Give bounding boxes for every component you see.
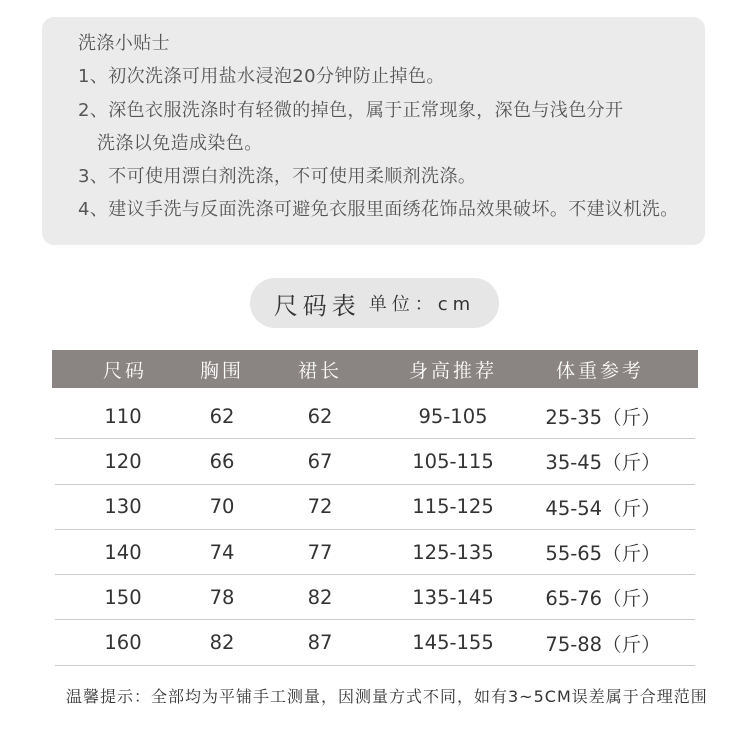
table-row [55,620,695,665]
tip-line-3: 3、不可使用漂白剂洗涤，不可使用柔顺剂洗涤。 [78,166,477,188]
cell-weight: 65-76（斤） [545,587,661,611]
table-row [55,439,695,484]
cell-chest: 78 [209,585,235,609]
tip-line-2: 2、深色衣服洗涤时有轻微的掉色，属于正常现象，深色与浅色分开 [78,99,624,121]
size-table-body [55,394,695,666]
cell-chest: 74 [209,540,235,564]
cell-height: 105-115 [412,449,494,473]
header-weight-reference: 体重参考 [555,359,644,382]
header-skirt-length: 裙长 [297,359,342,382]
cell-weight: 75-88（斤） [545,632,661,656]
cell-weight: 25-35（斤） [545,406,661,430]
table-header [52,350,698,388]
cell-height: 135-145 [412,585,494,609]
cell-weight: 55-65（斤） [545,542,661,566]
size-chart-title-pill [250,278,499,328]
header-recommended-height: 身高推荐 [408,359,497,382]
cell-size: 130 [104,495,142,519]
cell-skirt-length: 87 [307,631,333,655]
cell-size: 120 [104,449,142,473]
tip-line-1: 1、初次洗涤可用盐水浸泡20分钟防止掉色。 [78,66,445,88]
tip-line-4: 4、建议手洗与反面洗涤可避免衣服里面绣花饰品效果破坏。不建议机洗。 [78,199,679,221]
size-chart-unit: 单位：cm [368,294,476,315]
table-row [55,575,695,620]
cell-skirt-length: 67 [307,449,333,473]
header-chest: 胸围 [199,359,244,382]
cell-weight: 35-45（斤） [545,451,661,475]
footer-note: 温馨提示：全部均为平铺手工测量，因测量方式不同，如有3~5CM误差属于合理范围 [66,687,708,706]
cell-skirt-length: 62 [307,404,333,428]
cell-size: 140 [104,540,142,564]
cell-size: 160 [104,631,142,655]
cell-size: 110 [104,404,142,428]
cell-height: 125-135 [412,540,494,564]
table-row [55,530,695,575]
cell-chest: 66 [209,449,235,473]
cell-height: 115-125 [412,495,494,519]
tips-title: 洗涤小贴士 [78,33,170,54]
cell-skirt-length: 77 [307,540,333,564]
cell-weight: 45-54（斤） [545,496,661,520]
cell-height: 95-105 [418,404,488,428]
table-row [55,485,695,530]
cell-chest: 82 [209,631,235,655]
table-row [55,394,695,439]
cell-chest: 70 [209,495,235,519]
header-size: 尺码 [102,359,147,382]
cell-size: 150 [104,585,142,609]
cell-skirt-length: 82 [307,585,333,609]
cell-height: 145-155 [412,631,494,655]
tip-line-2-continued: 洗涤以免造成染色。 [97,132,263,154]
cell-chest: 62 [209,404,235,428]
washing-tips-box [42,17,705,245]
size-chart-title: 尺码表 [273,291,361,320]
cell-skirt-length: 72 [307,495,333,519]
